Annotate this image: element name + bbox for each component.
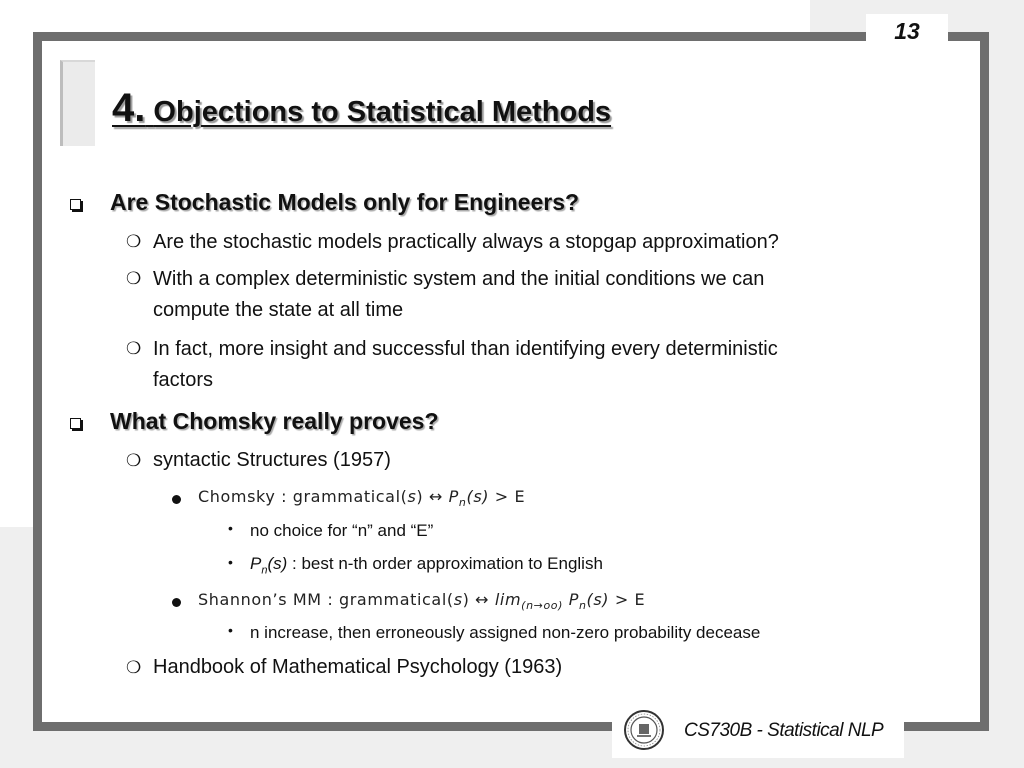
bullet-stopgap: Are the stochastic models practically always a stopgap approximation?	[153, 231, 779, 253]
bullet-insight-line1: In fact, more insight and successful than identifying every deterministic	[153, 338, 778, 360]
ring-bullet-icon: ❍	[126, 658, 142, 678]
formula-subscript: n	[458, 496, 467, 510]
slide-title	[112, 86, 611, 131]
formula-text: > E	[489, 487, 526, 506]
formula-subscript: n	[261, 564, 268, 577]
dot-bullet-icon: •	[228, 554, 233, 570]
ring-bullet-icon: ❍	[126, 339, 142, 359]
formula-text: Shannon’s MM : grammatical(	[198, 590, 454, 609]
footer-course-label: CS730B - Statistical NLP	[684, 720, 884, 741]
formula-var: s	[453, 590, 463, 609]
shannon-formula	[198, 590, 645, 612]
ring-bullet-icon: ❍	[126, 451, 142, 471]
bullet-insight-line2: factors	[153, 369, 214, 391]
bullet-deterministic-system-line1: With a complex deterministic system and the initial conditions we can	[153, 268, 765, 290]
bullet-deterministic-system-line2: compute the state at all time	[153, 299, 404, 321]
formula-var: P	[448, 487, 459, 506]
bullet-n-increase: n increase, then erroneously assigned non-zero probability decease	[250, 623, 761, 642]
chomsky-formula	[198, 487, 525, 509]
university-seal-icon	[623, 709, 665, 751]
bullet-handbook: Handbook of Mathematical Psychology (1963)	[153, 656, 563, 678]
ring-bullet-icon: ❍	[126, 269, 142, 289]
formula-text: ) ↔	[416, 487, 449, 506]
formula-subscript: n	[578, 599, 587, 613]
bullet-pn-approximation	[250, 554, 603, 576]
title-number: 4.	[112, 86, 146, 130]
section-heading-stochastic: Are Stochastic Models only for Engineers?	[110, 189, 580, 215]
ring-bullet-icon: ❍	[126, 232, 142, 252]
bullet-syntactic-structures: syntactic Structures (1957)	[153, 449, 391, 471]
square-bullet-icon	[70, 418, 81, 429]
formula-text: ) ↔	[462, 590, 495, 609]
formula-var: s	[407, 487, 417, 506]
dot-bullet-icon: •	[228, 520, 233, 536]
dot-bullet-icon: •	[228, 622, 233, 638]
formula-var: (s)	[466, 487, 490, 506]
formula-var: P	[563, 590, 579, 609]
disc-bullet-icon	[172, 495, 181, 504]
page-number: 13	[894, 18, 920, 44]
title-text: Objections to Statistical Methods	[153, 96, 612, 128]
formula-subscript: (n→oo)	[521, 599, 564, 613]
square-bullet-icon	[70, 199, 81, 210]
formula-var: (s)	[267, 554, 288, 573]
section-heading-chomsky: What Chomsky really proves?	[110, 408, 439, 434]
formula-var: P	[250, 554, 262, 573]
formula-var: lim	[494, 590, 522, 609]
bullet-no-choice: no choice for “n” and “E”	[250, 521, 434, 540]
formula-text: : best n-th order approximation to English	[287, 554, 603, 573]
formula-var: (s)	[586, 590, 610, 609]
formula-text: > E	[609, 590, 646, 609]
formula-text: Chomsky : grammatical(	[198, 487, 408, 506]
title-accent-tab	[60, 60, 95, 146]
disc-bullet-icon	[172, 598, 181, 607]
